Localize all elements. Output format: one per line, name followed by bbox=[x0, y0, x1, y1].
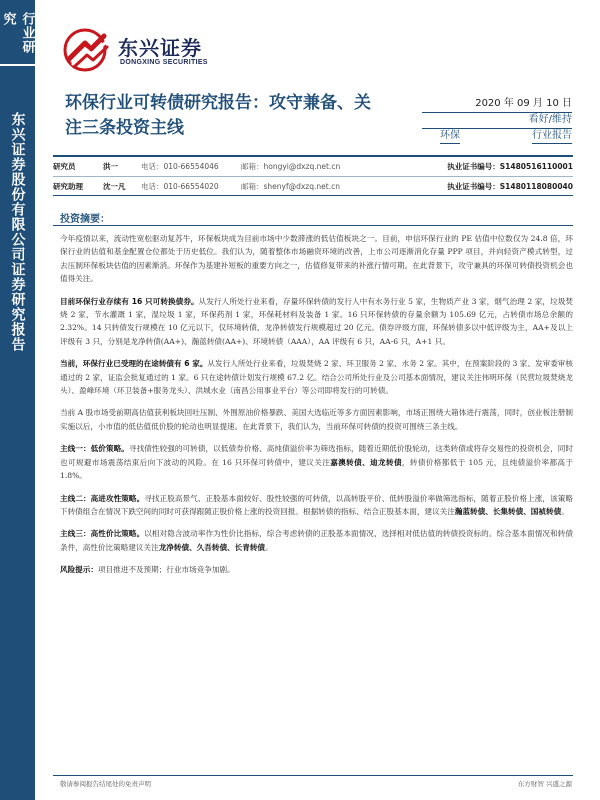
paragraph-lead: 目前环保行业存续有 16 只可转换债券。 bbox=[60, 296, 199, 306]
paragraph-market-context: 当前 A 股市场受前期高估值获利板块回吐压制、外围原油价格暴跌、美国大选临近等多方面因素影响，市场正围绕大箱体进行震荡，同时，创业板注册制实施以后，小市值的低估值低价股的轮动也明显提速。在此背景下，我们认为，当前环保可转债的投资可围绕三条主线。 bbox=[60, 408, 573, 431]
logo-emblem-icon bbox=[60, 26, 114, 74]
footer-slogan: 东方财智 兴盛之源 bbox=[517, 780, 572, 788]
logo-chinese-name: 东兴证券 bbox=[118, 36, 202, 60]
paragraph-strategy-3 bbox=[60, 527, 573, 554]
report-type-tag: 行业报告 bbox=[532, 126, 572, 144]
info-tags bbox=[440, 126, 572, 144]
paragraph-text: 。 bbox=[561, 506, 569, 516]
summary-heading: 投资摘要： bbox=[60, 214, 110, 225]
rating-label: 看好/维持 bbox=[422, 110, 572, 129]
researcher-cert: 执业证书编号：S1480516110001 bbox=[447, 162, 573, 171]
logo-english-name: DONGXING SECURITIES bbox=[120, 59, 208, 66]
researcher-name: 洪一 bbox=[103, 162, 118, 171]
researcher-cert: 执业证书编号：S1480118080040 bbox=[447, 181, 573, 191]
paragraph-lead: 当前，环保行业已受理的在途转债有 6 家。 bbox=[60, 359, 208, 369]
industry-tag: 环保 bbox=[440, 126, 460, 144]
researcher-table bbox=[53, 155, 573, 196]
sidebar-category-box bbox=[0, 8, 35, 66]
left-sidebar bbox=[0, 0, 35, 800]
researcher-email: 邮箱：hongyi@dxzq.net.cn bbox=[241, 162, 341, 171]
paragraph-lead: 风险提示： bbox=[60, 565, 98, 575]
researcher-email: 邮箱：shenyf@dxzq.net.cn bbox=[241, 181, 340, 191]
sidebar-category: 行业研究 bbox=[0, 12, 35, 54]
paragraph-text: 项目推进不及预期；行业市场竞争加剧。 bbox=[97, 565, 235, 575]
paragraph-text: 。 bbox=[265, 542, 273, 552]
paragraph-intro: 今年疫情以来，流动性宽松驱动复苏牛，环保板块成为目前市场中少数滞涨的低估值板块之一。目前，申信环保行业的 PE 估值中位数仅为 24.8 倍，环保行业的估值和基金配置仓位都处于历史低位。我们认为，随着整体市场融资环境的改善，上市公司逐渐消化存量 PPP 项目，并向轻资产模式转型，过去压制环保板块估值的因素渐消。环保作为基建补短板的重要方向之一，估值修复带来的补涨行情可期。在此背景下，攻守兼具的环保可转债投资机会也值得关注。 bbox=[60, 234, 573, 284]
paragraph-text: ，转债价格都低于 105 元，且纯债溢价率都高于 1.8%。 bbox=[60, 457, 573, 481]
company-logo bbox=[60, 26, 220, 74]
footer-disclaimer: 敬请参阅报告结尾处的免责声明 bbox=[60, 780, 151, 788]
report-date: 2020 年 09 月 10 日 bbox=[422, 94, 572, 113]
paragraph-pending-bonds bbox=[60, 357, 573, 397]
researcher-phone: 电话：010-66554020 bbox=[141, 181, 219, 191]
recommended-bonds: 龙净转债、久吾转债、长青转债 bbox=[158, 542, 266, 552]
paragraph-text: 从发行人所处行业来看，存量环保转债的发行人中有水务行业 5 家，生物质产业 3 家，烟气治理 2 家，垃圾焚烧 2 家，节水灌溉 1 家，湿垃圾 1 家，环保药剂 1 家，环保耗材料及装备 1 家。16 只环保转债的存量余额为 105.69 亿元，占转债市场总余额的 2.32%。14 只转债发行规模在 10 亿元以下，仅环境转债、龙净转债发行规模超过 20 亿元。债券评级方面，环保转债多以中低评级为主，AA+及以上评级有 3 只，分别是龙净转债(AA+)、瀚蓝转债(AA+)、环境转债（AAA），AA 评级有 6 只，AA-6 只，A+1 只。 bbox=[60, 296, 573, 346]
researcher-phone: 电话：010-66554046 bbox=[141, 162, 219, 171]
researcher-row bbox=[53, 157, 573, 176]
paragraph-lead: 主线二：高进攻性策略。 bbox=[60, 493, 145, 503]
sidebar-company-label: 东兴证券股份有限公司证券研究报告 bbox=[9, 112, 26, 352]
paragraph-lead: 主线三：高性价比策略。 bbox=[60, 529, 145, 539]
paragraph-risk bbox=[60, 563, 573, 576]
report-title: 环保行业可转债研究报告：攻守兼备、关注三条投资主线 bbox=[65, 93, 371, 138]
recommended-bonds: 嘉澳转债、迪龙转债 bbox=[330, 457, 402, 467]
paragraph-existing-bonds bbox=[60, 295, 573, 349]
summary-divider bbox=[53, 225, 573, 226]
researcher-role: 研究员 bbox=[53, 162, 76, 171]
footer-divider bbox=[53, 775, 573, 776]
paragraph-strategy-1 bbox=[60, 442, 573, 482]
recommended-bonds: 瀚蓝转债、长集转债、国祯转债 bbox=[454, 506, 562, 516]
report-body bbox=[60, 232, 573, 586]
paragraph-text: 以相对隐含波动率作为性价比指标，综合考虑转债的正股基本面情况，选择相对低估值的转债投资标的。综合基本面情况和转债条件，高性价比策略建议关注 bbox=[60, 529, 573, 552]
paragraph-text: 寻找债性较强的可转债，以低债券价格、高纯债溢价率为筛选指标，随着近期低价股轮动，这类转债或将存交易性的投资机会，同时也可规避市场震荡结束后向下波动的风险。在 16 只环保可转债中，建议关注 bbox=[60, 444, 573, 467]
researcher-row bbox=[53, 176, 573, 195]
paragraph-text: 从发行人所处行业来看，垃圾焚烧 2 家、环卫服务 2 家、水务 2 家。其中，在预案阶段的 3 家、发审委审核通过的 2 家，证监会批复通过的 1 家。6 只在途转债计划发行规模 67.2 亿。结合公司所处行业及公司基本面情况，建议关注伟明环保（民营垃圾焚烧龙头）、盈峰环境（环卫装备+服务龙头）、洪城水业（南昌公用事业平台）等公司即将发行的可转债。 bbox=[60, 359, 573, 396]
researcher-name: 沈一凡 bbox=[103, 181, 126, 191]
researcher-role: 研究助理 bbox=[53, 181, 83, 191]
paragraph-strategy-2 bbox=[60, 492, 573, 519]
paragraph-lead: 主线一：低价策略。 bbox=[60, 444, 129, 454]
paragraph-text: 寻找正股高景气、正股基本面较好、股性较强的可转债，以高转股平价、低转股溢价率做筛选指标，随着正股价格上涨，该策略下转债组合在情况下跌空间的同时可获得跟随正股价格上涨的投资回报。根据转债的指标、结合正股基本面，建议关注 bbox=[60, 493, 573, 516]
